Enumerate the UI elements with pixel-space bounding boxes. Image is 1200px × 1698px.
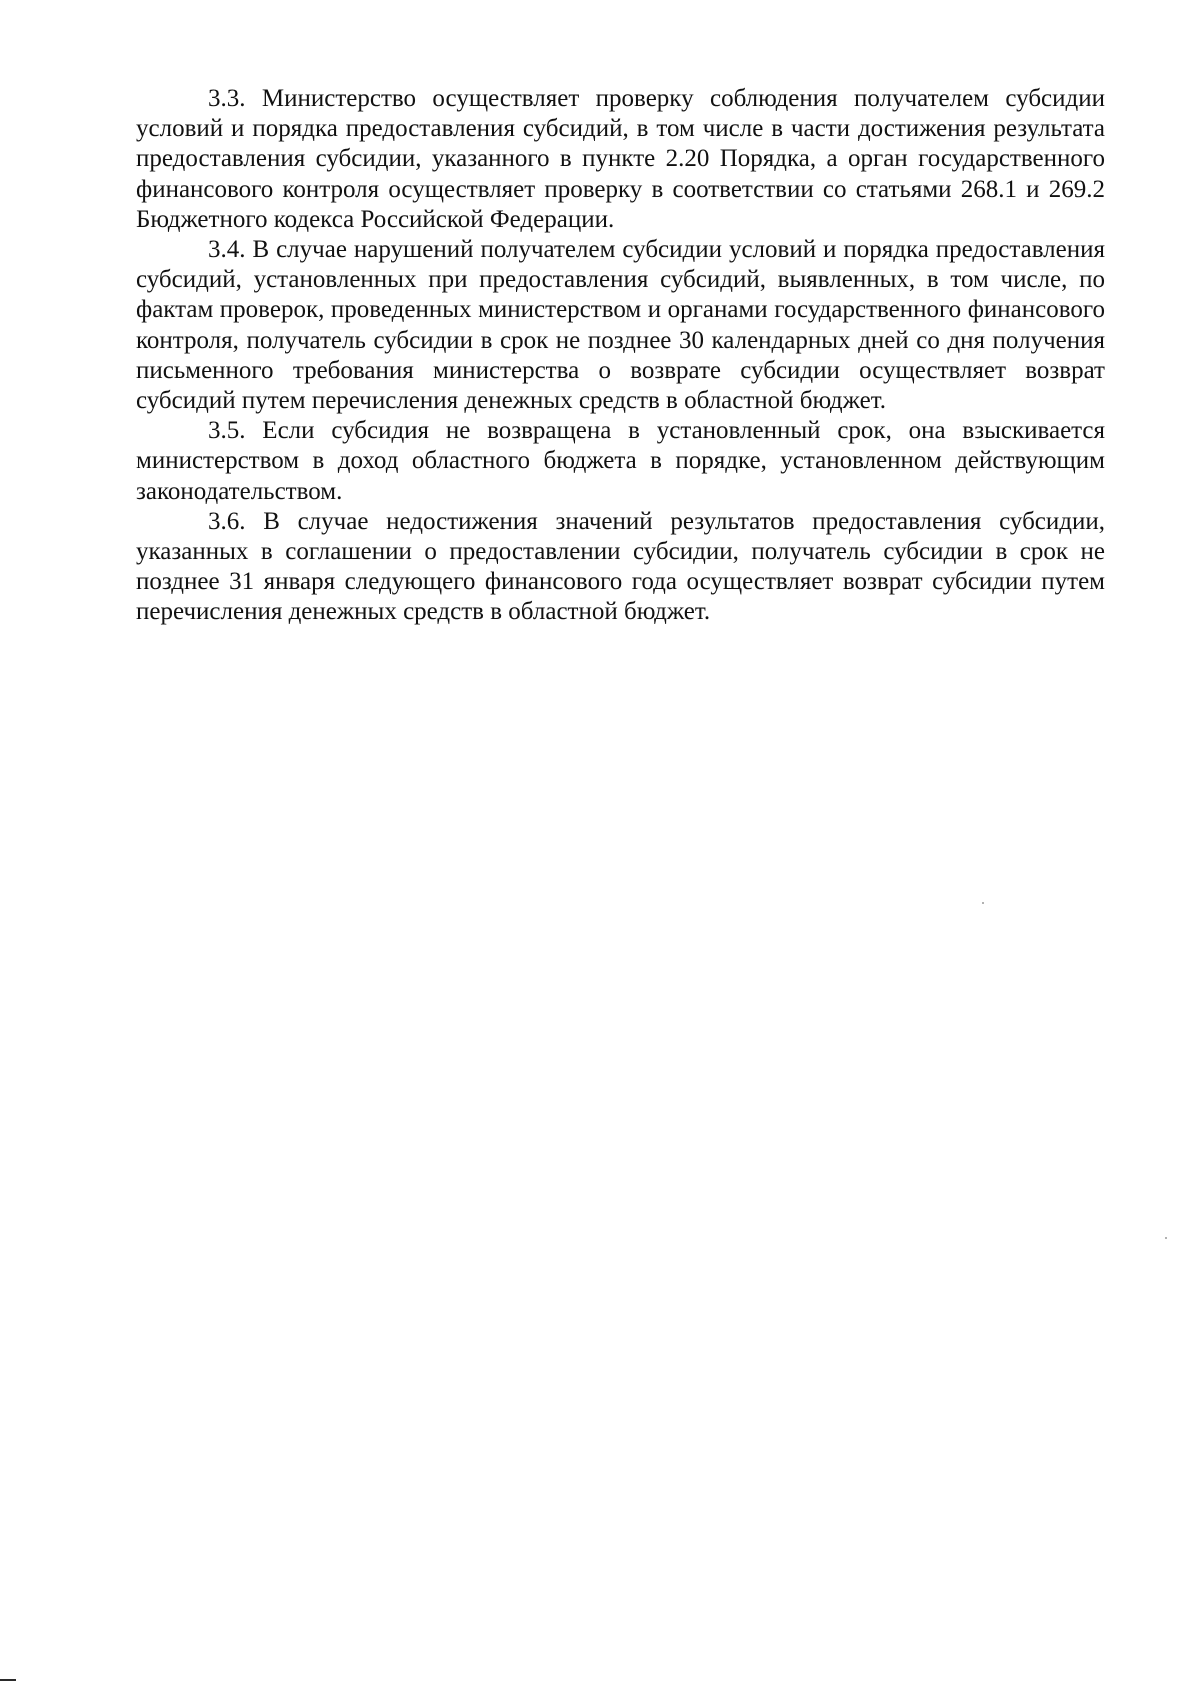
paragraph-3-4: 3.4. В случае нарушений получателем субсидии условий и порядка предоставления субсидий, установленных при предоставления субсидий, выявленных, в том числе, по фактам проверок, проведенных министерством и органами государственного финансового контроля, получатель субсидии в срок не позднее 30 календарных дней со дня получения письменного требования министерства о возврате субсидии осуществляет возврат субсидий путем перечисления денежных средств в областной бюджет.	[136, 236, 1105, 415]
document-body	[136, 84, 1105, 628]
page-edge-mark	[0, 1679, 16, 1681]
scan-speck	[982, 902, 984, 904]
paragraph-3-5: 3.5. Если субсидия не возвращена в установленный срок, она взыскивается министерством в доход областного бюджета в порядке, установленном действующим законодательством.	[136, 417, 1105, 505]
paragraph-3-3: 3.3. Министерство осуществляет проверку соблюдения получателем субсидии условий и порядка предоставления субсидий, в том числе в части достижения результата предоставления субсидии, указанного в пункте 2.20 Порядка, а орган государственного финансового контроля осуществляет проверку в соответствии со статьями 268.1 и 269.2 Бюджетного кодекса Российской Федерации.	[136, 85, 1105, 233]
paragraph-3-6: 3.6. В случае недостижения значений результатов предоставления субсидии, указанных в соглашении о предоставлении субсидии, получатель субсидии в срок не позднее 31 января следующего финансового года осуществляет возврат субсидии путем перечисления денежных средств в областной бюджет.	[136, 507, 1105, 626]
scan-speck	[1165, 1237, 1167, 1239]
